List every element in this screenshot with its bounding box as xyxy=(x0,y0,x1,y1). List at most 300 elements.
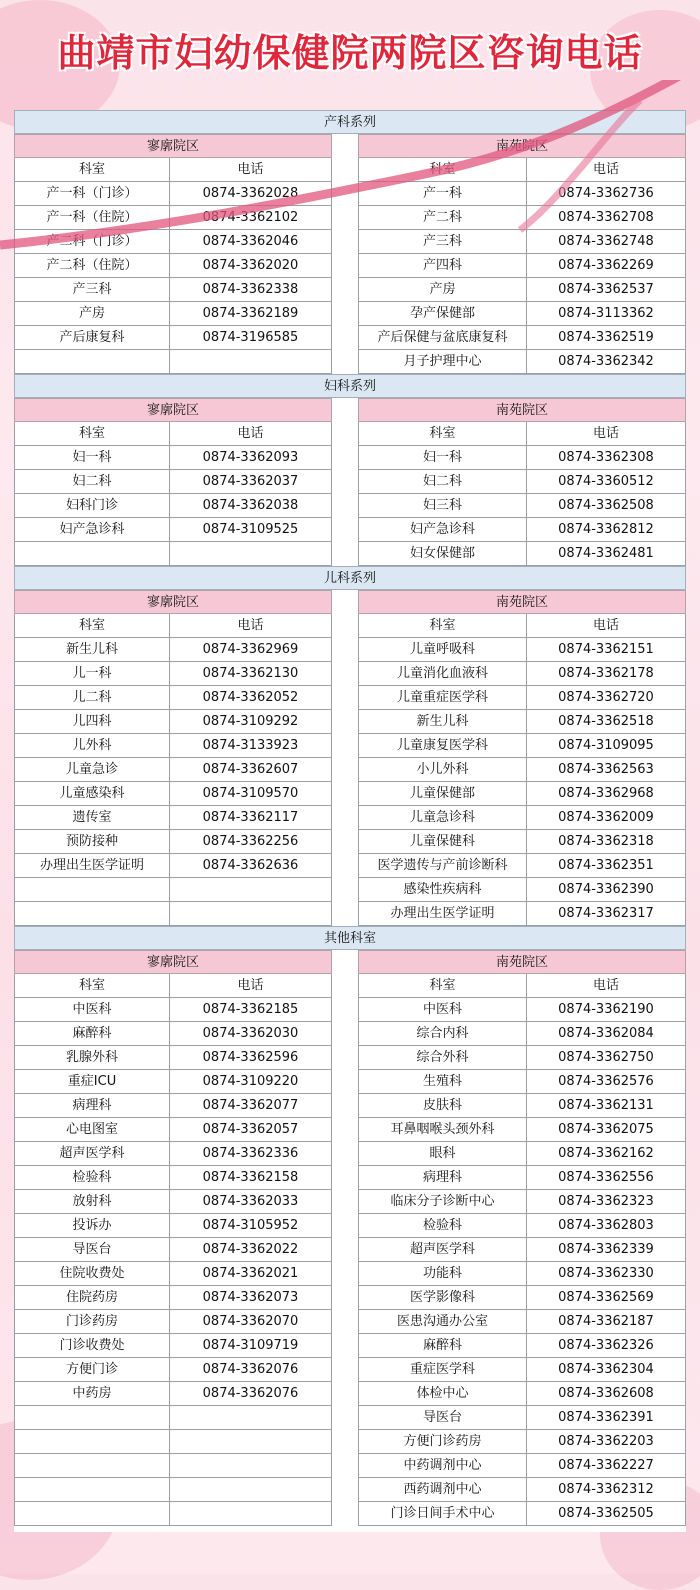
table-row xyxy=(358,878,686,902)
phone-cell[interactable] xyxy=(169,1454,332,1478)
dept-cell: 门诊收费处 xyxy=(14,1334,169,1358)
table-row xyxy=(358,734,686,758)
phone-cell[interactable]: 0874-3362021 xyxy=(169,1262,332,1286)
dept-cell: 中医科 xyxy=(358,998,526,1022)
table-row xyxy=(14,758,332,782)
phone-cell[interactable]: 0874-3362020 xyxy=(169,254,332,278)
phone-cell[interactable]: 0874-3362339 xyxy=(526,1238,686,1262)
phone-cell[interactable]: 0874-3362075 xyxy=(526,1118,686,1142)
phone-cell[interactable]: 0874-3362556 xyxy=(526,1166,686,1190)
table-row xyxy=(14,686,332,710)
table-row xyxy=(358,206,686,230)
campus-header: 寥廓院区 xyxy=(14,134,332,158)
phone-cell[interactable]: 0874-3362046 xyxy=(169,230,332,254)
phone-directory-table xyxy=(14,110,686,1532)
phone-cell[interactable]: 0874-3109570 xyxy=(169,782,332,806)
table-row xyxy=(358,1454,686,1478)
dept-cell: 妇一科 xyxy=(358,446,526,470)
table-row xyxy=(358,1190,686,1214)
dept-cell: 皮肤科 xyxy=(358,1094,526,1118)
phone-cell[interactable]: 0874-3362390 xyxy=(526,878,686,902)
table-row xyxy=(14,1022,332,1046)
phone-cell[interactable]: 0874-3362537 xyxy=(526,278,686,302)
phone-cell[interactable]: 0874-3362033 xyxy=(169,1190,332,1214)
dept-cell: 儿童急诊科 xyxy=(358,806,526,830)
phone-cell[interactable]: 0874-3362038 xyxy=(169,494,332,518)
phone-cell[interactable]: 0874-3362187 xyxy=(526,1310,686,1334)
dept-column-header: 科室 xyxy=(14,614,169,638)
phone-cell[interactable]: 0874-3362636 xyxy=(169,854,332,878)
table-row xyxy=(14,494,332,518)
table-row xyxy=(14,1358,332,1382)
phone-column-header: 电话 xyxy=(526,422,686,446)
table-row xyxy=(358,710,686,734)
phone-cell[interactable]: 0874-3362569 xyxy=(526,1286,686,1310)
dept-cell: 产二科 xyxy=(358,206,526,230)
phone-column-header: 电话 xyxy=(526,614,686,638)
table-row xyxy=(14,1478,332,1502)
dept-cell: 妇二科 xyxy=(358,470,526,494)
phone-cell[interactable]: 0874-3362708 xyxy=(526,206,686,230)
phone-cell[interactable]: 0874-3362748 xyxy=(526,230,686,254)
table-row xyxy=(14,254,332,278)
dept-cell: 预防接种 xyxy=(14,830,169,854)
dept-cell: 儿童呼吸科 xyxy=(358,638,526,662)
phone-cell[interactable]: 0874-3362030 xyxy=(169,1022,332,1046)
table-row xyxy=(14,1094,332,1118)
phone-cell[interactable]: 0874-3362158 xyxy=(169,1166,332,1190)
dept-cell: 门诊药房 xyxy=(14,1310,169,1334)
phone-cell[interactable]: 0874-3362330 xyxy=(526,1262,686,1286)
dept-cell: 体检中心 xyxy=(358,1382,526,1406)
table-row xyxy=(358,1430,686,1454)
phone-cell[interactable]: 0874-3109525 xyxy=(169,518,332,542)
dept-cell xyxy=(14,1454,169,1478)
phone-cell[interactable]: 0874-3362070 xyxy=(169,1310,332,1334)
table-row xyxy=(358,1502,686,1526)
dept-cell xyxy=(14,878,169,902)
table-row xyxy=(14,350,332,374)
phone-cell[interactable] xyxy=(169,1406,332,1430)
dept-cell: 儿童感染科 xyxy=(14,782,169,806)
phone-cell[interactable]: 0874-3362508 xyxy=(526,494,686,518)
phone-cell[interactable]: 0874-3196585 xyxy=(169,326,332,350)
phone-cell[interactable]: 0874-3362750 xyxy=(526,1046,686,1070)
table-row xyxy=(14,446,332,470)
table-row xyxy=(358,998,686,1022)
dept-cell: 产三科 xyxy=(14,278,169,302)
campus-header: 南苑院区 xyxy=(358,590,686,614)
phone-cell[interactable] xyxy=(169,878,332,902)
table-row xyxy=(358,1070,686,1094)
table-row xyxy=(14,638,332,662)
table-row xyxy=(14,782,332,806)
phone-cell[interactable]: 0874-3362351 xyxy=(526,854,686,878)
campus-header: 南苑院区 xyxy=(358,950,686,974)
dept-cell: 产后康复科 xyxy=(14,326,169,350)
campus-header: 寥廓院区 xyxy=(14,398,332,422)
dept-cell: 心电图室 xyxy=(14,1118,169,1142)
dept-cell: 妇女保健部 xyxy=(358,542,526,566)
phone-cell[interactable] xyxy=(169,1478,332,1502)
dept-cell xyxy=(14,542,169,566)
phone-cell[interactable]: 0874-3109719 xyxy=(169,1334,332,1358)
phone-cell[interactable]: 0874-3362162 xyxy=(526,1142,686,1166)
phone-cell[interactable]: 0874-3362009 xyxy=(526,806,686,830)
table-row xyxy=(358,1142,686,1166)
phone-column-header: 电话 xyxy=(169,422,332,446)
table-row xyxy=(358,278,686,302)
dept-cell: 投诉办 xyxy=(14,1214,169,1238)
phone-cell[interactable]: 0874-3133923 xyxy=(169,734,332,758)
table-row xyxy=(14,518,332,542)
table-row xyxy=(14,902,332,926)
dept-column-header: 科室 xyxy=(358,974,526,998)
phone-cell[interactable]: 0874-3362022 xyxy=(169,1238,332,1262)
dept-cell: 新生儿科 xyxy=(358,710,526,734)
dept-cell: 产房 xyxy=(358,278,526,302)
phone-cell[interactable]: 0874-3362342 xyxy=(526,350,686,374)
phone-cell[interactable]: 0874-3362563 xyxy=(526,758,686,782)
table-row xyxy=(358,686,686,710)
table-row xyxy=(358,1238,686,1262)
dept-cell: 妇一科 xyxy=(14,446,169,470)
table-row xyxy=(14,1334,332,1358)
dept-cell: 妇产急诊科 xyxy=(14,518,169,542)
phone-column-header: 电话 xyxy=(169,974,332,998)
dept-cell xyxy=(14,1430,169,1454)
phone-cell[interactable]: 0874-3362189 xyxy=(169,302,332,326)
phone-cell[interactable]: 0874-3109095 xyxy=(526,734,686,758)
phone-cell[interactable]: 0874-3362803 xyxy=(526,1214,686,1238)
phone-cell[interactable] xyxy=(169,1502,332,1526)
table-row xyxy=(358,854,686,878)
table-row xyxy=(14,1262,332,1286)
dept-cell: 乳腺外科 xyxy=(14,1046,169,1070)
phone-cell[interactable] xyxy=(169,902,332,926)
phone-cell[interactable]: 0874-3362736 xyxy=(526,182,686,206)
table-row xyxy=(358,1118,686,1142)
table-row xyxy=(14,1430,332,1454)
dept-cell: 重症医学科 xyxy=(358,1358,526,1382)
table-row xyxy=(14,1166,332,1190)
table-row xyxy=(14,878,332,902)
dept-cell: 住院药房 xyxy=(14,1286,169,1310)
phone-cell[interactable]: 0874-3362028 xyxy=(169,182,332,206)
table-row xyxy=(14,278,332,302)
phone-cell[interactable]: 0874-3105952 xyxy=(169,1214,332,1238)
dept-cell: 眼科 xyxy=(358,1142,526,1166)
dept-cell: 导医台 xyxy=(14,1238,169,1262)
liaokuo-campus-column xyxy=(14,134,332,374)
dept-cell: 儿二科 xyxy=(14,686,169,710)
dept-cell: 西药调剂中心 xyxy=(358,1478,526,1502)
phone-cell[interactable]: 0874-3362256 xyxy=(169,830,332,854)
table-row xyxy=(14,470,332,494)
table-row xyxy=(14,230,332,254)
section-title: 其他科室 xyxy=(14,926,686,950)
phone-cell[interactable]: 0874-3362326 xyxy=(526,1334,686,1358)
dept-cell: 耳鼻咽喉头颈外科 xyxy=(358,1118,526,1142)
dept-cell: 妇科门诊 xyxy=(14,494,169,518)
dept-cell: 医学影像科 xyxy=(358,1286,526,1310)
table-row xyxy=(358,1406,686,1430)
phone-cell[interactable]: 0874-3362131 xyxy=(526,1094,686,1118)
dept-cell: 产一科 xyxy=(358,182,526,206)
column-header-row xyxy=(358,614,686,638)
phone-column-header: 电话 xyxy=(169,614,332,638)
phone-cell[interactable]: 0874-3362052 xyxy=(169,686,332,710)
table-row xyxy=(358,494,686,518)
phone-cell[interactable]: 0874-3362151 xyxy=(526,638,686,662)
table-row xyxy=(14,1238,332,1262)
dept-column-header: 科室 xyxy=(14,974,169,998)
dept-cell: 妇二科 xyxy=(14,470,169,494)
table-row xyxy=(14,806,332,830)
nanyuan-campus-column xyxy=(358,590,686,926)
dept-cell: 综合内科 xyxy=(358,1022,526,1046)
table-row xyxy=(14,302,332,326)
liaokuo-campus-column xyxy=(14,950,332,1526)
dept-column-header: 科室 xyxy=(14,158,169,182)
table-row xyxy=(358,1478,686,1502)
table-row xyxy=(358,350,686,374)
phone-cell[interactable]: 0874-3362073 xyxy=(169,1286,332,1310)
dept-cell: 儿童重症医学科 xyxy=(358,686,526,710)
table-row xyxy=(358,254,686,278)
phone-column-header: 电话 xyxy=(526,158,686,182)
dept-cell xyxy=(14,1406,169,1430)
dept-column-header: 科室 xyxy=(358,158,526,182)
phone-cell[interactable]: 0874-3362596 xyxy=(169,1046,332,1070)
table-row xyxy=(358,1046,686,1070)
phone-cell[interactable]: 0874-3362227 xyxy=(526,1454,686,1478)
table-row xyxy=(14,1286,332,1310)
dept-column-header: 科室 xyxy=(358,422,526,446)
dept-cell: 产一科（住院） xyxy=(14,206,169,230)
table-row xyxy=(14,734,332,758)
dept-cell: 生殖科 xyxy=(358,1070,526,1094)
phone-cell[interactable]: 0874-3362130 xyxy=(169,662,332,686)
phone-cell[interactable]: 0874-3362178 xyxy=(526,662,686,686)
table-row xyxy=(14,710,332,734)
phone-cell[interactable] xyxy=(169,1430,332,1454)
table-row xyxy=(358,806,686,830)
phone-cell[interactable]: 0874-3362269 xyxy=(526,254,686,278)
phone-cell[interactable]: 0874-3362391 xyxy=(526,1406,686,1430)
phone-cell[interactable]: 0874-3362481 xyxy=(526,542,686,566)
table-row xyxy=(14,542,332,566)
phone-cell[interactable]: 0874-3362185 xyxy=(169,998,332,1022)
phone-cell[interactable]: 0874-3362505 xyxy=(526,1502,686,1526)
phone-cell[interactable]: 0874-3362317 xyxy=(526,902,686,926)
phone-cell[interactable]: 0874-3362968 xyxy=(526,782,686,806)
table-row xyxy=(358,902,686,926)
dept-cell: 导医台 xyxy=(358,1406,526,1430)
table-row xyxy=(358,830,686,854)
table-row xyxy=(14,998,332,1022)
dept-cell: 办理出生医学证明 xyxy=(358,902,526,926)
table-row xyxy=(358,326,686,350)
table-row xyxy=(358,302,686,326)
dept-cell: 超声医学科 xyxy=(358,1238,526,1262)
table-row xyxy=(358,758,686,782)
dept-cell: 医学遗传与产前诊断科 xyxy=(358,854,526,878)
phone-cell[interactable]: 0874-3362576 xyxy=(526,1070,686,1094)
table-row xyxy=(358,230,686,254)
phone-cell[interactable]: 0874-3362037 xyxy=(169,470,332,494)
phone-cell[interactable]: 0874-3362720 xyxy=(526,686,686,710)
dept-cell: 重症ICU xyxy=(14,1070,169,1094)
campus-header: 寥廓院区 xyxy=(14,950,332,974)
dept-cell: 中药房 xyxy=(14,1382,169,1406)
phone-cell[interactable]: 0874-3362057 xyxy=(169,1118,332,1142)
campus-header: 南苑院区 xyxy=(358,398,686,422)
table-row xyxy=(14,1118,332,1142)
dept-cell: 产四科 xyxy=(358,254,526,278)
table-row xyxy=(14,182,332,206)
table-row xyxy=(358,1262,686,1286)
table-row xyxy=(358,518,686,542)
phone-cell[interactable]: 0874-3362812 xyxy=(526,518,686,542)
phone-cell[interactable] xyxy=(169,542,332,566)
dept-cell xyxy=(14,350,169,374)
column-header-row xyxy=(14,158,332,182)
table-row xyxy=(358,1358,686,1382)
dept-cell: 产后保健与盆底康复科 xyxy=(358,326,526,350)
page-title: 曲靖市妇幼保健院两院区咨询电话 xyxy=(57,31,643,75)
phone-column-header: 电话 xyxy=(169,158,332,182)
dept-cell: 综合外科 xyxy=(358,1046,526,1070)
table-row xyxy=(358,662,686,686)
dept-cell: 临床分子诊断中心 xyxy=(358,1190,526,1214)
dept-cell: 麻醉科 xyxy=(358,1334,526,1358)
table-row xyxy=(358,446,686,470)
table-row xyxy=(358,1022,686,1046)
dept-cell: 遗传室 xyxy=(14,806,169,830)
phone-cell[interactable]: 0874-3362077 xyxy=(169,1094,332,1118)
nanyuan-campus-column xyxy=(358,134,686,374)
phone-cell[interactable]: 0874-3362076 xyxy=(169,1382,332,1406)
dept-cell xyxy=(14,1502,169,1526)
table-row xyxy=(14,1214,332,1238)
dept-cell xyxy=(14,902,169,926)
phone-cell[interactable]: 0874-3362336 xyxy=(169,1142,332,1166)
dept-cell: 儿童保健科 xyxy=(358,830,526,854)
dept-cell: 中医科 xyxy=(14,998,169,1022)
phone-cell[interactable]: 0874-3362117 xyxy=(169,806,332,830)
table-row xyxy=(14,1502,332,1526)
dept-cell: 门诊日间手术中心 xyxy=(358,1502,526,1526)
dept-cell: 住院收费处 xyxy=(14,1262,169,1286)
phone-cell[interactable]: 0874-3362969 xyxy=(169,638,332,662)
dept-cell: 超声医学科 xyxy=(14,1142,169,1166)
table-row xyxy=(14,1142,332,1166)
dept-cell: 孕产保健部 xyxy=(358,302,526,326)
dept-cell: 儿童保健部 xyxy=(358,782,526,806)
phone-cell[interactable]: 0874-3362312 xyxy=(526,1478,686,1502)
table-row xyxy=(358,1382,686,1406)
campus-header: 寥廓院区 xyxy=(14,590,332,614)
dept-cell: 检验科 xyxy=(358,1214,526,1238)
dept-cell: 儿童康复医学科 xyxy=(358,734,526,758)
dept-cell: 感染性疾病科 xyxy=(358,878,526,902)
phone-cell[interactable]: 0874-3360512 xyxy=(526,470,686,494)
phone-cell[interactable]: 0874-3362519 xyxy=(526,326,686,350)
dept-cell: 儿童消化血液科 xyxy=(358,662,526,686)
phone-cell[interactable]: 0874-3109220 xyxy=(169,1070,332,1094)
dept-cell xyxy=(14,1478,169,1502)
column-header-row xyxy=(358,974,686,998)
table-row xyxy=(14,830,332,854)
table-row xyxy=(14,1454,332,1478)
table-row xyxy=(14,1406,332,1430)
table-row xyxy=(358,1310,686,1334)
table-row xyxy=(14,662,332,686)
phone-cell[interactable]: 0874-3362102 xyxy=(169,206,332,230)
table-row xyxy=(358,1166,686,1190)
phone-cell[interactable]: 0874-3362323 xyxy=(526,1190,686,1214)
table-row xyxy=(14,1046,332,1070)
dept-cell: 产二科（门诊） xyxy=(14,230,169,254)
phone-cell[interactable]: 0874-3362190 xyxy=(526,998,686,1022)
column-header-row xyxy=(358,158,686,182)
table-row xyxy=(358,470,686,494)
phone-cell[interactable]: 0874-3362084 xyxy=(526,1022,686,1046)
nanyuan-campus-column xyxy=(358,398,686,566)
table-row xyxy=(358,1214,686,1238)
table-row xyxy=(358,1286,686,1310)
liaokuo-campus-column xyxy=(14,590,332,926)
dept-cell: 办理出生医学证明 xyxy=(14,854,169,878)
phone-cell[interactable] xyxy=(169,350,332,374)
phone-cell[interactable]: 0874-3362203 xyxy=(526,1430,686,1454)
table-row xyxy=(14,206,332,230)
table-row xyxy=(358,1094,686,1118)
dept-cell: 麻醉科 xyxy=(14,1022,169,1046)
dept-column-header: 科室 xyxy=(358,614,526,638)
dept-cell: 产房 xyxy=(14,302,169,326)
phone-cell[interactable]: 0874-3362076 xyxy=(169,1358,332,1382)
table-row xyxy=(14,1382,332,1406)
phone-cell[interactable]: 0874-3362318 xyxy=(526,830,686,854)
section-title: 儿科系列 xyxy=(14,566,686,590)
phone-cell[interactable]: 0874-3362093 xyxy=(169,446,332,470)
phone-cell[interactable]: 0874-3362308 xyxy=(526,446,686,470)
dept-cell: 中药调剂中心 xyxy=(358,1454,526,1478)
dept-cell: 功能科 xyxy=(358,1262,526,1286)
phone-cell[interactable]: 0874-3362518 xyxy=(526,710,686,734)
phone-cell[interactable]: 0874-3362304 xyxy=(526,1358,686,1382)
phone-cell[interactable]: 0874-3362607 xyxy=(169,758,332,782)
phone-cell[interactable]: 0874-3113362 xyxy=(526,302,686,326)
table-row xyxy=(14,1190,332,1214)
dept-cell: 产三科 xyxy=(358,230,526,254)
dept-cell: 检验科 xyxy=(14,1166,169,1190)
phone-cell[interactable]: 0874-3109292 xyxy=(169,710,332,734)
nanyuan-campus-column xyxy=(358,950,686,1526)
dept-cell: 妇三科 xyxy=(358,494,526,518)
phone-cell[interactable]: 0874-3362338 xyxy=(169,278,332,302)
dept-cell: 病理科 xyxy=(358,1166,526,1190)
dept-cell: 儿童急诊 xyxy=(14,758,169,782)
phone-cell[interactable]: 0874-3362608 xyxy=(526,1382,686,1406)
column-header-row xyxy=(14,974,332,998)
dept-cell: 妇产急诊科 xyxy=(358,518,526,542)
campus-header: 南苑院区 xyxy=(358,134,686,158)
dept-cell: 新生儿科 xyxy=(14,638,169,662)
liaokuo-campus-column xyxy=(14,398,332,566)
